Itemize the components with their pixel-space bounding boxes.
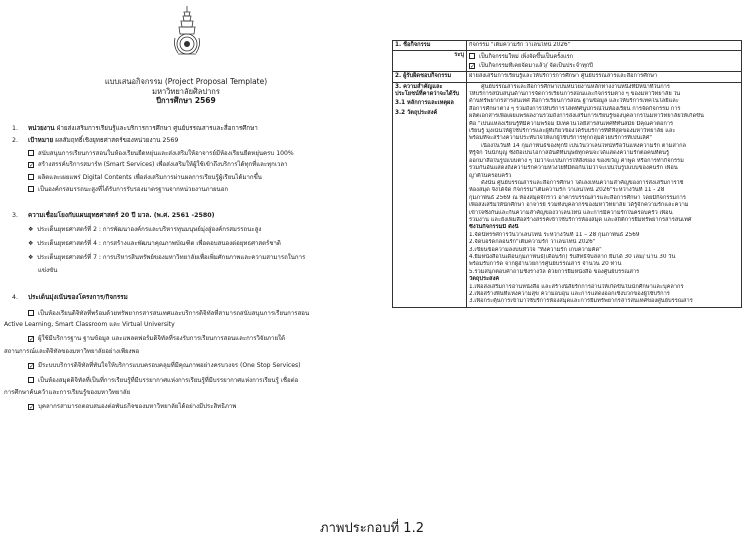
title-line-3: ปีการศึกษา 2569 bbox=[156, 96, 216, 105]
text-line: 3.เพื่อกระตุ้นการเข้ามาใช้บริการห้องสมุดและการยืมทรัพยากรสารสนเทศของศูนย์บรรณสาร bbox=[469, 298, 693, 305]
text-line: ออกมาสื่อในรูปแบบต่าง ๆ ไม่ว่าจะเป็นการให้สิ่งของ ของขวัญ คำพูด หรือการทำกิจกรรม bbox=[469, 157, 684, 164]
text-line: 2.จัดบอร์ดกลอนรัก"เติมความรัก วาเลนไทน์ 2026" bbox=[469, 239, 596, 246]
text-line: 5.ร่วมสนุกตอบคำถามชิงรางวัล ด้วยการยืมหนังสือ ของศูนย์บรรณสาร bbox=[469, 268, 640, 275]
checkbox-icon bbox=[28, 186, 34, 192]
proposal-title bbox=[0, 77, 372, 106]
row-content: เป็นกิจกรรมใหม่ เพิ่งจัดขึ้นเป็นครั้งแรก ✓ เป็นกิจกรรมที่เคยจัดมาแล้ว/ จัดเป็นประจำทุกปี bbox=[467, 51, 742, 72]
section-4-heading: ประเด็นมุ่งเน้นของโครงการ/กิจกรรม bbox=[28, 294, 128, 301]
focus-item: เป็นห้องเรียนดิจิทัลที่พร้อมด้วยทรัพยากรสารสนเทศและบริการดิจิทัลที่สามารถสนับสนุนการเรียนการสอน bbox=[28, 309, 368, 318]
text-line: 4.ยืมหนังสือในเดือนกุมภาพันธ์(เดือนรัก) รับสิทธิ์จับสลาก ยืมได้ 30 เล่ม/ นาน 30 วัน bbox=[469, 253, 676, 260]
text-line: คือ "เป็นแหล่งเรียนรู้ที่มีความพร้อม มีเทคโนโลยีสารสนเทศที่ทันสมัย มีคุณค่าต่อการ bbox=[469, 120, 674, 127]
proposal-left-page bbox=[0, 0, 372, 500]
row-label: 1. ชื่อกิจกรรม bbox=[393, 41, 467, 51]
text-line: 1.จัดนิทรรศการวันวาเลนไทน์ ระหว่างวันที่ 11 – 28 กุมภาพันธ์ 2569 bbox=[469, 231, 640, 238]
text-line: ศูนย์บรรณสารและสื่อการศึกษาเป็นหน่วยงานหลักทางงานหนึ่งที่มีหน้าที่ในการ bbox=[481, 83, 670, 90]
text-line: ผลิตเอกสารเพื่อเผยแพร่ผลงานรวมถึงการส่งเสริมการเรียนรู้ของบุคลากรในมหาวิทยาลัยให้เกิดขึ้น bbox=[469, 113, 704, 120]
text-line: พร้อมที่จะสร้างความประทับใจให้แก่ผู้ใช้บริการทุกกลุ่มด้วยบริการที่เป็นเลิศ" bbox=[469, 135, 652, 142]
checkbox-icon bbox=[28, 150, 34, 156]
row-content: ฝ่ายส่งเสริมการเรียนรู้และให้บริการการศึกษา ศูนย์บรรณสารและสื่อการศึกษา bbox=[467, 72, 742, 82]
proposal-table bbox=[392, 40, 742, 308]
text-line: ห้องสมุด จึงได้จัด กิจกรรม"เติมความรัก วาเลนไทน์ 2026"ระหว่างวันที่ 11 - 28 bbox=[469, 187, 665, 194]
table-row bbox=[393, 41, 742, 51]
text-line: 2.เพื่อสร้างพื้นที่แห่งความสุข ความอบอุ่น และการแสดงออกเชิงบวกของผู้ใช้บริการ bbox=[469, 291, 670, 297]
strategy-item: ❖ ประเด็นยุทธศาสตร์ที่ 7 : การบริหารสินทรัพย์ของมหาวิทยาลัยเพื่อเพิ่มศักยภาพและความสามารถในการ bbox=[28, 254, 306, 261]
section-2-heading: เป้าหมาย bbox=[28, 137, 54, 144]
checkbox-checked-icon: ✓ bbox=[29, 162, 35, 169]
text-line: เพื่อส่งเสริมให้นักศึกษา อาจารย์ รวมทั้งบุคลากรของมหาวิทยาลัย ได้รู้จักความรักและความ bbox=[469, 202, 689, 209]
diamond-bullet-icon: ❖ bbox=[28, 226, 34, 233]
text-line: ที่รู้จัก วันนักบุญ ซึ่งถือเป็นโอกาสอันดีที่มนุษย์ทุกคนจะได้แสดงความรักต่อคนที่ตนรู้ bbox=[469, 150, 670, 157]
goal-item: ✓ สร้างสรรค์บริการสมาร์ท (Smart Services) เพื่อส่งเสริมให้ผู้ใช้เข้าถึงบริการได้ทุกที่และทุกเวลา bbox=[29, 161, 288, 169]
text-line: ให้บริการสนับสนุนด้านการจัดการเรียนการสอนและกิจกรรมต่าง ๆ ของมหาวิทยาลัย ใน bbox=[469, 91, 681, 98]
row-content: กิจกรรม "เติมความรัก วาเลนไทน์ 2026" bbox=[467, 41, 742, 51]
section-3-strategy: 3. ความเชื่อมโยงกับแผนยุทธศาสตร์ 20 ปี มวล. (พ.ศ. 2561 -2580) bbox=[12, 212, 215, 219]
text-line: พร้อมรับการ์ด จากผู้อำนวยการศูนย์บรรณสาร จำนวน 20 ท่าน bbox=[469, 261, 622, 268]
row-label: 3. ความสำคัญและประโยชน์ที่คาดว่าจะได้รับ 3.1 หลักการและเหตุผล 3.2 วัตถุประสงค์ bbox=[393, 82, 467, 307]
text-line: เข้าใจซึ่งกันและกันความสำคัญของวาเลนไทน์ และการมีความรักในครอบครัว เพื่อน bbox=[469, 209, 673, 216]
text-line: ซึ่งในกิจกรรมมี ดังนี้ bbox=[469, 224, 519, 231]
goal-item: ผลิตและเผยแพร่ Digital Contents เพื่อส่งเสริมการผ่านผลการเรียนรู้ผู้เรียนได้มากขึ้น bbox=[28, 173, 368, 182]
strategy-item: ❖ ประเด็นยุทธศาสตร์ที่ 4 : การสร้างและพัฒนาคุณภาพบัณฑิต เพื่อตอบสนองต่อยุทธศาสตร์ชาติ bbox=[28, 240, 281, 247]
text-line: ดังนั้น ศูนย์บรรณสารและสื่อการศึกษา ได้เล็งเห็นความสำคัญของการส่งเสริมการใช้ bbox=[481, 179, 684, 186]
text-line: 3.เขียนข้อความลงบนหัวใจ "ทิ้งความรัก เก็บความคิด" bbox=[469, 246, 602, 253]
checkbox-icon bbox=[28, 174, 34, 180]
goal-item: เป็นองค์กรสมรรถนะสูงที่ได้รับการรับรองมาตรฐานจากหน่วยงานภายนอก bbox=[28, 185, 368, 194]
text-line: ญาติในครอบครัว bbox=[469, 172, 512, 179]
section-3-heading: ความเชื่อมโยงกับแผนยุทธศาสตร์ 20 ปี มวล. (พ.ศ. 2561 -2580) bbox=[28, 212, 215, 219]
section-1-heading: หน่วยงาน bbox=[28, 125, 55, 132]
section-1-text: ฝ่ายส่งเสริมการเรียนรู้และบริการการศึกษา ศูนย์บรรณสารและสื่อการศึกษา bbox=[56, 125, 258, 132]
row-label: 2. ผู้รับผิดชอบกิจกรรม bbox=[393, 72, 467, 82]
text-line: ด้านทรัพยากรสารสนเทศ สื่อการเรียนการสอน ฐานข้อมูล และให้บริการเทคโนโลยีและ bbox=[469, 98, 679, 105]
focus-item: ✓ ผู้ใช้มีบริการฐาน ฐานข้อมูล และแพลตฟอร์มดิจิทัลที่รองรับการเรียนการสอนและการวิจัยภายใต้ bbox=[29, 335, 285, 343]
text-line: ร่วมกันอันแสดงถึงความรักความห่วงใยที่มีต่อกันไม่ว่าจะเป็นในรูปแบบของคนรัก เพื่อน bbox=[469, 165, 678, 172]
section-4-focus: 4. ประเด็นมุ่งเน้นของโครงการ/กิจกรรม bbox=[12, 294, 128, 301]
checkbox-checked-icon: ✓ bbox=[29, 404, 35, 411]
checkbox-icon bbox=[28, 310, 34, 316]
focus-item-cont: สถานการณ์และดิจิทัลของมหาวิทยาลัยอย่างเพียงพอ bbox=[4, 348, 140, 355]
text-line: เรียนรู้ มุ่งเน้นให้ผู้ใช้บริการและผู้ที่เกี่ยวข้องได้รับบริการที่ดีที่สุดของมหาวิทยาลัย และ bbox=[469, 128, 676, 135]
focus-item-cont: การศึกษาค้นคว้าและการเรียนรู้ของมหาวิทยาลัย bbox=[4, 389, 131, 396]
checkbox-checked-icon: ✓ bbox=[29, 336, 35, 343]
diamond-bullet-icon: ❖ bbox=[28, 254, 34, 261]
university-seal-logo bbox=[172, 4, 202, 60]
text-line: กุมภาพันธ์ 2569 ณ ห้องสมุดจักราว อาคารบรรณสารและสื่อการศึกษา โดยมีกิจกรรมการ bbox=[469, 194, 686, 201]
text-line: สื่อการศึกษาต่าง ๆ รวมถึงการให้บริการโสตทัศนูปกรณ์ในห้องเรียน การจัดกิจกรรม การ bbox=[469, 105, 681, 112]
focus-item: เป็นห้องสมุดดิจิทัลที่เป็นที่การเรียนรู้ที่มีบรรยากาศแห่งการเรียนรู้ที่มีบรรยากาศแห่งการเรียนรู้ เชื่อต่อ bbox=[28, 376, 368, 385]
row-label: ระบุ bbox=[393, 51, 467, 72]
row-content-long bbox=[467, 82, 742, 307]
section-2-goal: 2. เป้าหมาย ผลสัมฤทธิ์เชิงยุทธศาสตร์ของหน่วยงาน 2569 bbox=[12, 137, 179, 144]
diamond-bullet-icon: ❖ bbox=[28, 240, 34, 247]
text-line: เนื่องในวันที่ 14 กุมภาพันธ์ของทุกปี เป็นวันวาเลนไทน์หรือวันแห่งความรัก ตามสากล bbox=[481, 142, 687, 149]
focus-item: ✓ บุคลากรสามารถตอบสนองต่อพันธกิจของมหาวิทยาลัยได้อย่างมีประสิทธิภาพ bbox=[29, 403, 237, 411]
strategy-item: ❖ ประเด็นยุทธศาสตร์ที่ 2 : การพัฒนาองค์กรและบริหารทุนมนุษย์มุ่งสู่องค์กรสมรรถนะสูง bbox=[28, 226, 262, 233]
table-row bbox=[393, 72, 742, 82]
figure-caption: ภาพประกอบที่ 1.2 bbox=[320, 521, 424, 536]
goal-item: สนับสนุนการเรียนการสอนในห้องเรียนยืดหยุ่นและส่งเสริมให้อาจารย์มีห้องเรียนยืดหยุ่นครบ 100% bbox=[28, 149, 368, 158]
table-row bbox=[393, 82, 742, 307]
text-line: วัตถุประสงค์ bbox=[469, 276, 500, 283]
checkbox-checked-icon: ✓ bbox=[470, 62, 476, 70]
strategy-item-cont: แข่งขัน bbox=[38, 267, 58, 274]
section-2-text: ผลสัมฤทธิ์เชิงยุทธศาสตร์ของหน่วยงาน 2569 bbox=[55, 137, 179, 144]
checkbox-icon bbox=[28, 377, 34, 383]
checkbox-icon bbox=[469, 53, 475, 59]
proposal-right-page bbox=[392, 40, 742, 500]
table-row bbox=[393, 51, 742, 72]
focus-item-cont: Active Learning, Smart Classroom และ Virtual University bbox=[4, 321, 175, 328]
title-line-2: มหาวิทยาลัยศิลปากร bbox=[152, 86, 220, 96]
text-line: ร่วมงาน และยังเพิ่มสื่อสร้างสรรค์เข้าใช้บริการห้องสมุด และสถิติการยืมทรัพยากรสารสนเทศ bbox=[469, 216, 692, 223]
text-line: 1.เพื่อส่งเสริมการอ่านหนังสือ และสร้างนิสัยรักการอ่านให้เกิดขึ้นในนักศึกษาและบุคลากร bbox=[469, 283, 684, 290]
checkbox-checked-icon: ✓ bbox=[29, 363, 35, 370]
section-1-unit: 1. หน่วยงาน ฝ่ายส่งเสริมการเรียนรู้และบริการการศึกษา ศูนย์บรรณสารและสื่อการศึกษา bbox=[12, 125, 258, 132]
focus-item: ✓ มีระบบบริการดิจิทัลที่ทันใจให้บริการแบบครอบคลุมที่มีคุณภาพอย่างครบวงจร (One Stop Services) bbox=[29, 362, 301, 370]
title-line-1: แบบเสนอกิจกรรม (Project Proposal Template) bbox=[104, 77, 268, 86]
